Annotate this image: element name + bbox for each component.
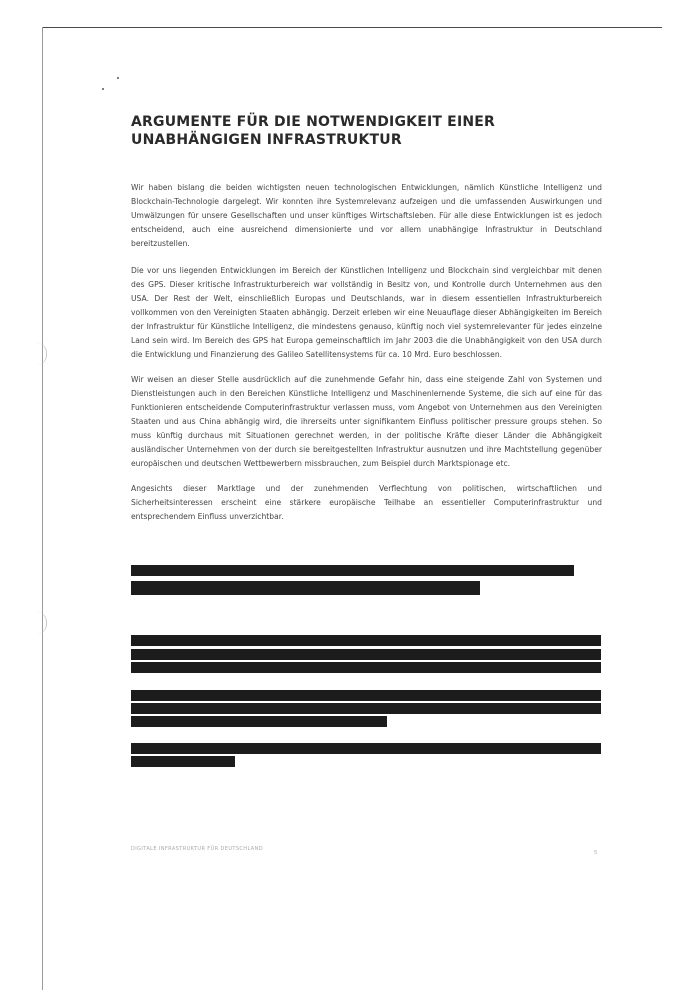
redaction-bar	[131, 662, 601, 673]
paragraph-4: Angesichts dieser Marktlage und der zunehmenden Verflechtung von politischen, wirtschaftlichen und Sicherheitsinteressen erscheint eine stärkere europäische Teilhabe an essentieller Computerinfrastruktur und entsprechendem Einfluss unverzichtbar.	[131, 484, 602, 521]
punch-hole-mark	[28, 343, 47, 365]
paragraph-1: Wir haben bislang die beiden wichtigsten neuen technologischen Entwicklungen, nämlich Künstliche Intelligenz und Blockchain-Technologie dargelegt. Wir konnten ihre Systemrelevanz aufzeigen und die umfassenden Auswirkungen und Umwälzungen für unsere Gesellschaften und unser künftiges Wirtschaftsleben. Für alle diese Entwicklungen ist es jedoch entscheidend, auch eine ausreichend dimensionierte und vor allem unabhängige Infrastruktur in Deutschland bereitzustellen.	[131, 183, 602, 248]
scan-speck	[117, 77, 119, 79]
redaction-bar	[131, 716, 387, 727]
paragraph-2: Die vor uns liegenden Entwicklungen im Bereich der Künstlichen Intelligenz und Blockchain sind vergleichbar mit denen des GPS. Dieser kritische Infrastrukturbereich war vollständig in Besitz von, und Kontrolle durch Unternehmen aus den USA. Der Rest der Welt, einschließlich Europas und Deutschlands, war in diesem essentiellen Infrastrukturbereich vollkommen von den Vereinigten Staaten abhängig. Derzeit erleben wir eine Neuauflage dieser Abhängigkeiten im Bereich der Infrastruktur für Künstliche Intelligenz, die mindestens genauso, künftig noch viel systemrelevanter für jedes einzelne Land sein wird. Im Bereich des GPS hat Europa gemeinschaftlich im Jahr 2003 die die Unabhängigkeit von den USA durch die Entwicklung und Finanzierung des Galileo Satellitensystems für ca. 10 Mrd. Euro beschlossen.	[131, 266, 602, 359]
punch-hole-mark	[28, 612, 47, 634]
redaction-bar	[131, 649, 601, 660]
page-heading: ARGUMENTE FÜR DIE NOTWENDIGKEIT EINER UNABHÄNGIGEN INFRASTRUKTUR	[131, 114, 496, 148]
redaction-bar	[131, 635, 601, 646]
page-footer: DIGITALE INFRASTRUKTUR FÜR DEUTSCHLAND	[131, 846, 263, 852]
redaction-bar	[131, 581, 480, 595]
redaction-bar	[131, 756, 235, 767]
page-number: 5	[594, 850, 598, 856]
paragraph-3: Wir weisen an dieser Stelle ausdrücklich auf die zunehmende Gefahr hin, dass eine steigende Zahl von Systemen und Dienstleistungen auch in den Bereichen Künstliche Intelligenz und Maschinenlernende Systeme, die sich auf eine für das Funktionieren entscheidende Computerinfrastruktur verlassen muss, vom Angebot von Unternehmen aus den Vereinigten Staaten und aus China abhängig wird, die ihrerseits unter signifikantem Einfluss politischer pressure groups stehen. So muss künftig durchaus mit Situationen gerechnet werden, in der politische Kräfte dieser Länder die Abhängigkeit ausländischer Unternehmen von der durch sie bereitgestellten Infrastruktur ausnutzen und ihre Machtstellung gegenüber europäischen und deutschen Wettbewerbern missbrauchen, zum Beispiel durch Marktspionage etc.	[131, 375, 602, 468]
scan-edge-left	[42, 27, 43, 990]
redaction-bar	[131, 690, 601, 701]
scan-speck	[102, 88, 104, 90]
redaction-bar	[131, 743, 601, 754]
redaction-bar	[131, 565, 574, 576]
scan-edge-top	[42, 27, 662, 28]
redaction-bar	[131, 703, 601, 714]
